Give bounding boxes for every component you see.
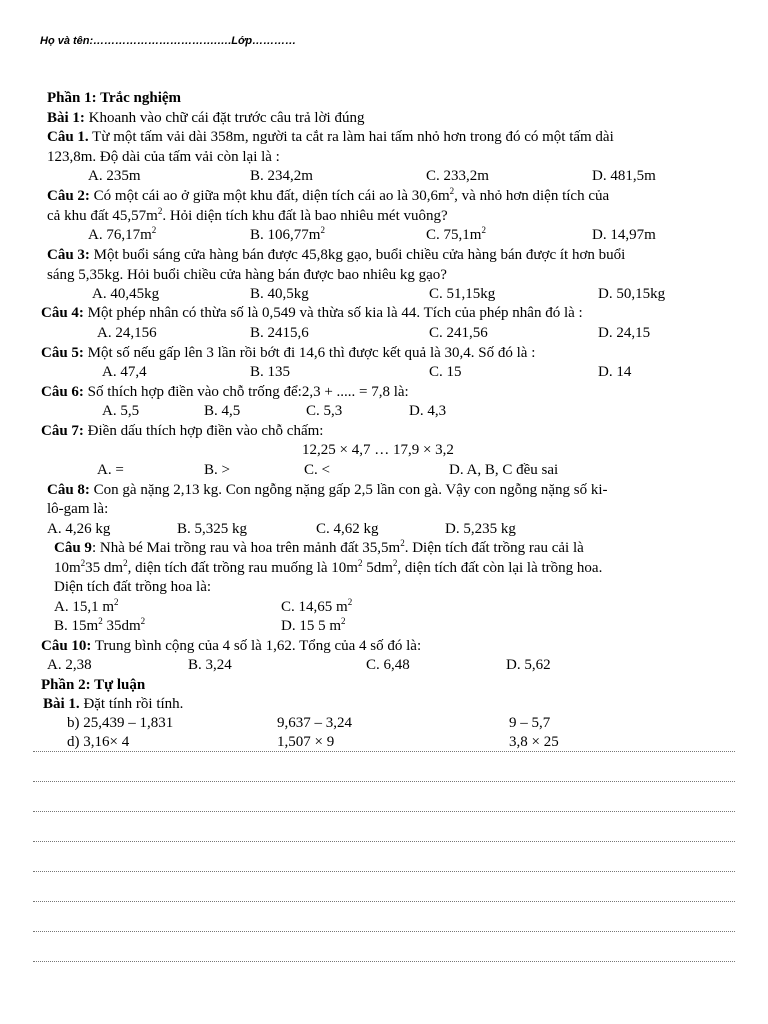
q8-option-c[interactable]: C. 4,62 kg [316, 521, 379, 537]
q3-option-d[interactable]: D. 50,15kg [598, 286, 666, 302]
q3-option-c[interactable]: C. 51,15kg [429, 286, 496, 302]
answer-line[interactable] [33, 871, 735, 872]
q7-option-a[interactable]: A. = [97, 462, 124, 478]
q4-option-c[interactable]: C. 241,56 [429, 325, 488, 341]
calc-d-1: d) 3,16× 4 [67, 734, 130, 750]
q8-option-a[interactable]: A. 4,26 kg [47, 521, 111, 537]
q2-option-b[interactable]: B. $106,77m^2$ [250, 225, 325, 243]
answer-line[interactable] [33, 811, 735, 812]
q3-text-line1: Câu 3: Một buổi sáng cửa hàng bán được 45,8kg gạo, buổi chiều cửa hàng bán được ít hơn buổi [47, 247, 626, 263]
q1-option-d[interactable]: D. 481,5m [592, 168, 656, 184]
q6-option-c[interactable]: C. 5,3 [306, 403, 343, 419]
q5-option-b[interactable]: B. 135 [250, 364, 291, 380]
q2-text-line1: Câu 2: Có một cái ao ở giữa một khu đất, diện tích cái ao là $30,6m^2$, và nhỏ hơn diện tích của [47, 186, 610, 204]
q2-option-c[interactable]: C. $75,1m^2$ [426, 225, 486, 243]
calc-b-1: b) 25,439 – 1,831 [67, 715, 174, 731]
part2-title: Phần 2: Tự luận [41, 677, 146, 693]
q6-option-b[interactable]: B. 4,5 [204, 403, 241, 419]
q3-text-line2: sáng 5,35kg. Hỏi buổi chiều cửa hàng bán được bao nhiêu kg gạo? [47, 267, 447, 283]
q7-option-d[interactable]: D. A, B, C đều sai [449, 462, 559, 478]
q5-option-c[interactable]: C. 15 [429, 364, 462, 380]
q4-option-d[interactable]: D. 24,15 [598, 325, 651, 341]
q4-option-a[interactable]: A. 24,156 [97, 325, 157, 341]
answer-line[interactable] [33, 961, 735, 962]
part1-title: Phần 1: Trắc nghiệm [47, 90, 182, 106]
q5-text-line1: Câu 5: Một số nếu gấp lên 3 lần rồi bớt đi 14,6 thì được kết quả là 30,4. Số đó là : [41, 345, 536, 361]
q4-option-b[interactable]: B. 2415,6 [250, 325, 309, 341]
q1-option-c[interactable]: C. 233,2m [426, 168, 489, 184]
q7-expression: 12,25 × 4,7 … 17,9 × 3,2 [302, 442, 454, 458]
q10-option-a[interactable]: A. 2,38 [47, 657, 92, 673]
calc-d-3: 3,8 × 25 [509, 734, 559, 750]
q9-text-line1: Câu 9: Nhà bé Mai trồng rau và hoa trên mảnh đất $35,5m^2$. Diện tích đất trồng rau cải là [54, 538, 584, 556]
q1-text-line1: Câu 1. Từ một tấm vải dài 358m, người ta cắt ra làm hai tấm nhỏ hơn trong đó có một tấm dài [47, 129, 614, 145]
q5-option-a[interactable]: A. 47,4 [102, 364, 147, 380]
q2-option-d[interactable]: D. 14,97m [592, 227, 656, 243]
q3-option-b[interactable]: B. 40,5kg [250, 286, 309, 302]
q7-option-c[interactable]: C. < [304, 462, 330, 478]
q6-text-line1: Câu 6: Số thích hợp điền vào chỗ trống để:2,3 + ..... = 7,8 là: [41, 384, 409, 400]
q2-option-a[interactable]: A. $76,17m^2$ [88, 225, 157, 243]
q8-text-line2: lô-gam là: [47, 501, 109, 517]
q8-text-line1: Câu 8: Con gà nặng 2,13 kg. Con ngỗng nặng gấp 2,5 lần con gà. Vậy con ngỗng nặng số ki- [47, 482, 608, 498]
answer-line[interactable] [33, 781, 735, 782]
q6-option-a[interactable]: A. 5,5 [102, 403, 140, 419]
q1-option-b[interactable]: B. 234,2m [250, 168, 313, 184]
q7-text-line1: Câu 7: Điền dấu thích hợp điền vào chỗ chấm: [41, 423, 324, 439]
student-info-line [40, 35, 296, 47]
q2-text-line2: cả khu đất $45,57m^2$. Hỏi diện tích khu đất là bao nhiêu mét vuông? [47, 206, 448, 224]
q9-option-c[interactable]: C. 14,65 $m^2$ [281, 597, 353, 615]
name-label: Họ và tên:…………………………….…. [40, 35, 232, 47]
q10-option-b[interactable]: B. 3,24 [188, 657, 232, 673]
part2-bai1-instruction: Bài 1. Đặt tính rồi tính. [43, 696, 184, 712]
q8-option-b[interactable]: B. 5,325 kg [177, 521, 248, 537]
q9-option-a[interactable]: A. 15,1 $m^2$ [54, 597, 119, 615]
bai1-instruction: Bài 1: Khoanh vào chữ cái đặt trước câu trả lời đúng [47, 110, 365, 126]
q9-option-b[interactable]: B. $15m^2$ $35dm^2$ [54, 616, 146, 634]
q3-option-a[interactable]: A. 40,45kg [92, 286, 160, 302]
q1-text-line2: 123,8m. Độ dài của tấm vải còn lại là : [47, 149, 280, 165]
class-label: Lớp………… [231, 35, 297, 47]
q9-text-line2: $10m^235$ $dm^2$, diện tích đất trồng rau muống là $10m^2$ $5dm^2$, diện tích đất còn lại là trồng hoa. [54, 558, 603, 576]
calc-d-2: 1,507 × 9 [277, 734, 335, 750]
q9-text-line3: Diện tích đất trồng hoa là: [54, 579, 212, 595]
q10-text-line1: Câu 10: Trung bình cộng của 4 số là 1,62. Tổng của 4 số đó là: [41, 638, 422, 654]
answer-line[interactable] [33, 931, 735, 932]
answer-line[interactable] [33, 751, 735, 752]
q10-option-c[interactable]: C. 6,48 [366, 657, 410, 673]
q9-option-d[interactable]: D. 15 5 $m^2$ [281, 616, 346, 634]
calc-b-3: 9 – 5,7 [509, 715, 551, 731]
q4-text-line1: Câu 4: Một phép nhân có thừa số là 0,549 và thừa số kia là 44. Tích của phép nhân đó là : [41, 305, 583, 321]
q6-option-d[interactable]: D. 4,3 [409, 403, 447, 419]
answer-line[interactable] [33, 901, 735, 902]
q8-option-d[interactable]: D. 5,235 kg [445, 521, 516, 537]
q10-option-d[interactable]: D. 5,62 [506, 657, 551, 673]
calc-b-2: 9,637 – 3,24 [277, 715, 352, 731]
q1-option-a[interactable]: A. 235m [88, 168, 141, 184]
answer-line[interactable] [33, 841, 735, 842]
q5-option-d[interactable]: D. 14 [598, 364, 632, 380]
q7-option-b[interactable]: B. > [204, 462, 230, 478]
